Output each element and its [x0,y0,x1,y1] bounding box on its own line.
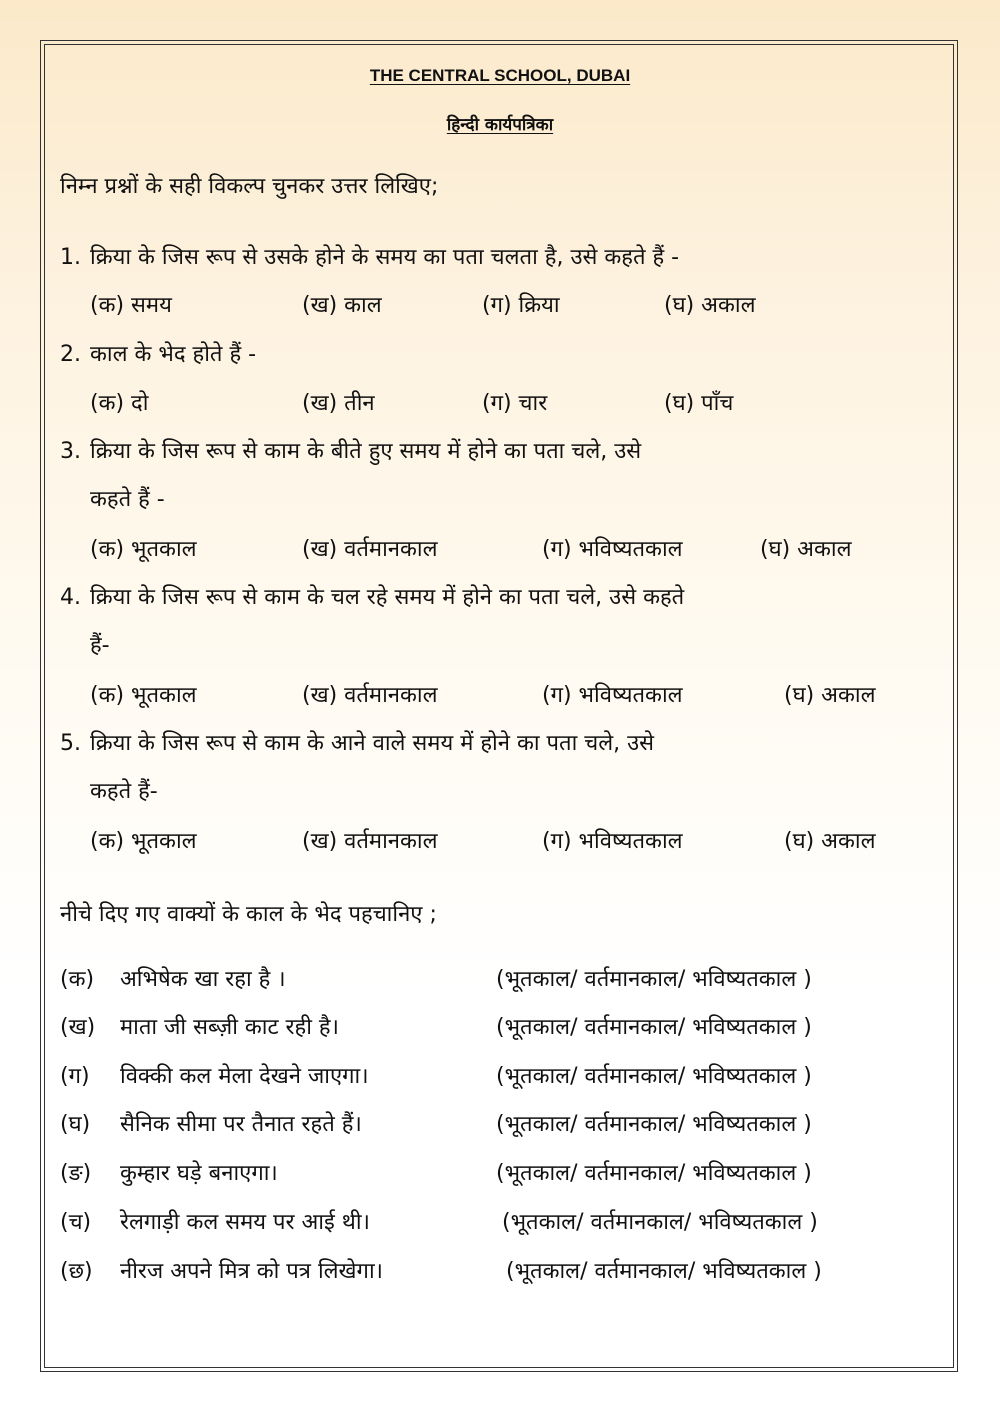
sentence-text: कुम्हार घड़े बनाएगा। [120,1161,278,1186]
sentence-label: (क) [60,967,95,992]
option-ka[interactable]: (क) भूतकाल [90,537,197,562]
option-kha[interactable]: (ख) वर्तमानकाल [302,829,438,854]
sentence-text: सैनिक सीमा पर तैनात रहते हैं। [120,1112,362,1137]
question-text-continued: कहते हैं- [90,779,158,804]
section2-instruction: नीचे दिए गए वाक्यों के काल के भेद पहचानिए ; [60,902,437,927]
option-gha[interactable]: (घ) अकाल [784,683,876,708]
question-2 [60,331,940,379]
sentence-row [60,1199,940,1247]
option-ga[interactable]: (ग) क्रिया [482,293,560,318]
question-3-options [90,526,950,574]
question-text: क्रिया के जिस रूप से काम के चल रहे समय में होने का पता चले, उसे कहते [90,585,685,610]
section1-instruction: निम्न प्रश्नों के सही विकल्प चुनकर उत्तर लिखिए; [60,174,439,199]
tense-choices[interactable]: (भूतकाल/ वर्तमानकाल/ भविष्यतकाल ) [496,1161,812,1186]
sentence-row [60,1004,940,1052]
tense-choices[interactable]: (भूतकाल/ वर्तमानकाल/ भविष्यतकाल ) [506,1259,822,1284]
sentence-text: विक्की कल मेला देखने जाएगा। [120,1064,369,1089]
question-text: क्रिया के जिस रूप से काम के आने वाले समय में होने का पता चले, उसे [90,731,655,756]
question-text: क्रिया के जिस रूप से काम के बीते हुए समय में होने का पता चले, उसे [90,439,642,464]
tense-choices[interactable]: (भूतकाल/ वर्तमानकाल/ भविष्यतकाल ) [496,1064,812,1089]
question-number: 5. [60,731,81,756]
sentence-row [60,1150,940,1198]
question-number: 3. [60,439,81,464]
option-gha[interactable]: (घ) अकाल [760,537,852,562]
option-ga[interactable]: (ग) भविष्यतकाल [542,683,683,708]
question-number: 1. [60,245,81,270]
question-4 [60,574,940,670]
sentence-row [60,1248,940,1296]
question-5 [60,720,940,816]
sentence-label: (च) [60,1210,92,1235]
option-ga[interactable]: (ग) भविष्यतकाल [542,829,683,854]
sentence-text: अभिषेक खा रहा है । [120,967,286,992]
option-ka[interactable]: (क) दो [90,391,149,416]
school-name: THE CENTRAL SCHOOL, DUBAI [369,66,631,85]
option-gha[interactable]: (घ) अकाल [664,293,756,318]
sentence-label: (ग) [60,1064,90,1089]
option-kha[interactable]: (ख) वर्तमानकाल [302,537,438,562]
option-ka[interactable]: (क) समय [90,293,172,318]
tense-choices[interactable]: (भूतकाल/ वर्तमानकाल/ भविष्यतकाल ) [496,1112,812,1137]
question-4-options [90,672,950,720]
sentence-label: (ङ) [60,1161,92,1186]
question-3 [60,428,940,524]
option-kha[interactable]: (ख) तीन [302,391,375,416]
sentence-row [60,1101,940,1149]
sentence-label: (ख) [60,1015,96,1040]
question-text-continued: हैं- [90,633,110,658]
question-1-options [90,282,950,330]
question-number: 4. [60,585,81,610]
question-text-continued: कहते हैं - [90,487,165,512]
sentence-text: माता जी सब्ज़ी काट रही है। [120,1015,339,1040]
option-ka[interactable]: (क) भूतकाल [90,829,197,854]
option-ga[interactable]: (ग) चार [482,391,548,416]
question-2-options [90,380,950,428]
sentence-label: (घ) [60,1112,91,1137]
option-ga[interactable]: (ग) भविष्यतकाल [542,537,683,562]
sentence-label: (छ) [60,1259,93,1284]
question-text: काल के भेद होते हैं - [90,342,257,367]
option-gha[interactable]: (घ) अकाल [784,829,876,854]
option-ka[interactable]: (क) भूतकाल [90,683,197,708]
question-5-options [90,818,950,866]
sentence-text: रेलगाड़ी कल समय पर आई थी। [120,1210,370,1235]
tense-choices[interactable]: (भूतकाल/ वर्तमानकाल/ भविष्यतकाल ) [496,967,812,992]
question-number: 2. [60,342,81,367]
question-text: क्रिया के जिस रूप से उसके होने के समय का पता चलता है, उसे कहते हैं - [90,245,680,270]
option-kha[interactable]: (ख) वर्तमानकाल [302,683,438,708]
option-gha[interactable]: (घ) पाँच [664,391,734,416]
question-1 [60,234,940,282]
tense-choices[interactable]: (भूतकाल/ वर्तमानकाल/ भविष्यतकाल ) [496,1015,812,1040]
tense-choices[interactable]: (भूतकाल/ वर्तमानकाल/ भविष्यतकाल ) [502,1210,818,1235]
option-kha[interactable]: (ख) काल [302,293,382,318]
sentence-row [60,956,940,1004]
sentence-text: नीरज अपने मित्र को पत्र लिखेगा। [120,1259,383,1284]
sentence-row [60,1053,940,1101]
worksheet-title: हिन्दी कार्यपत्रिका [446,115,554,135]
